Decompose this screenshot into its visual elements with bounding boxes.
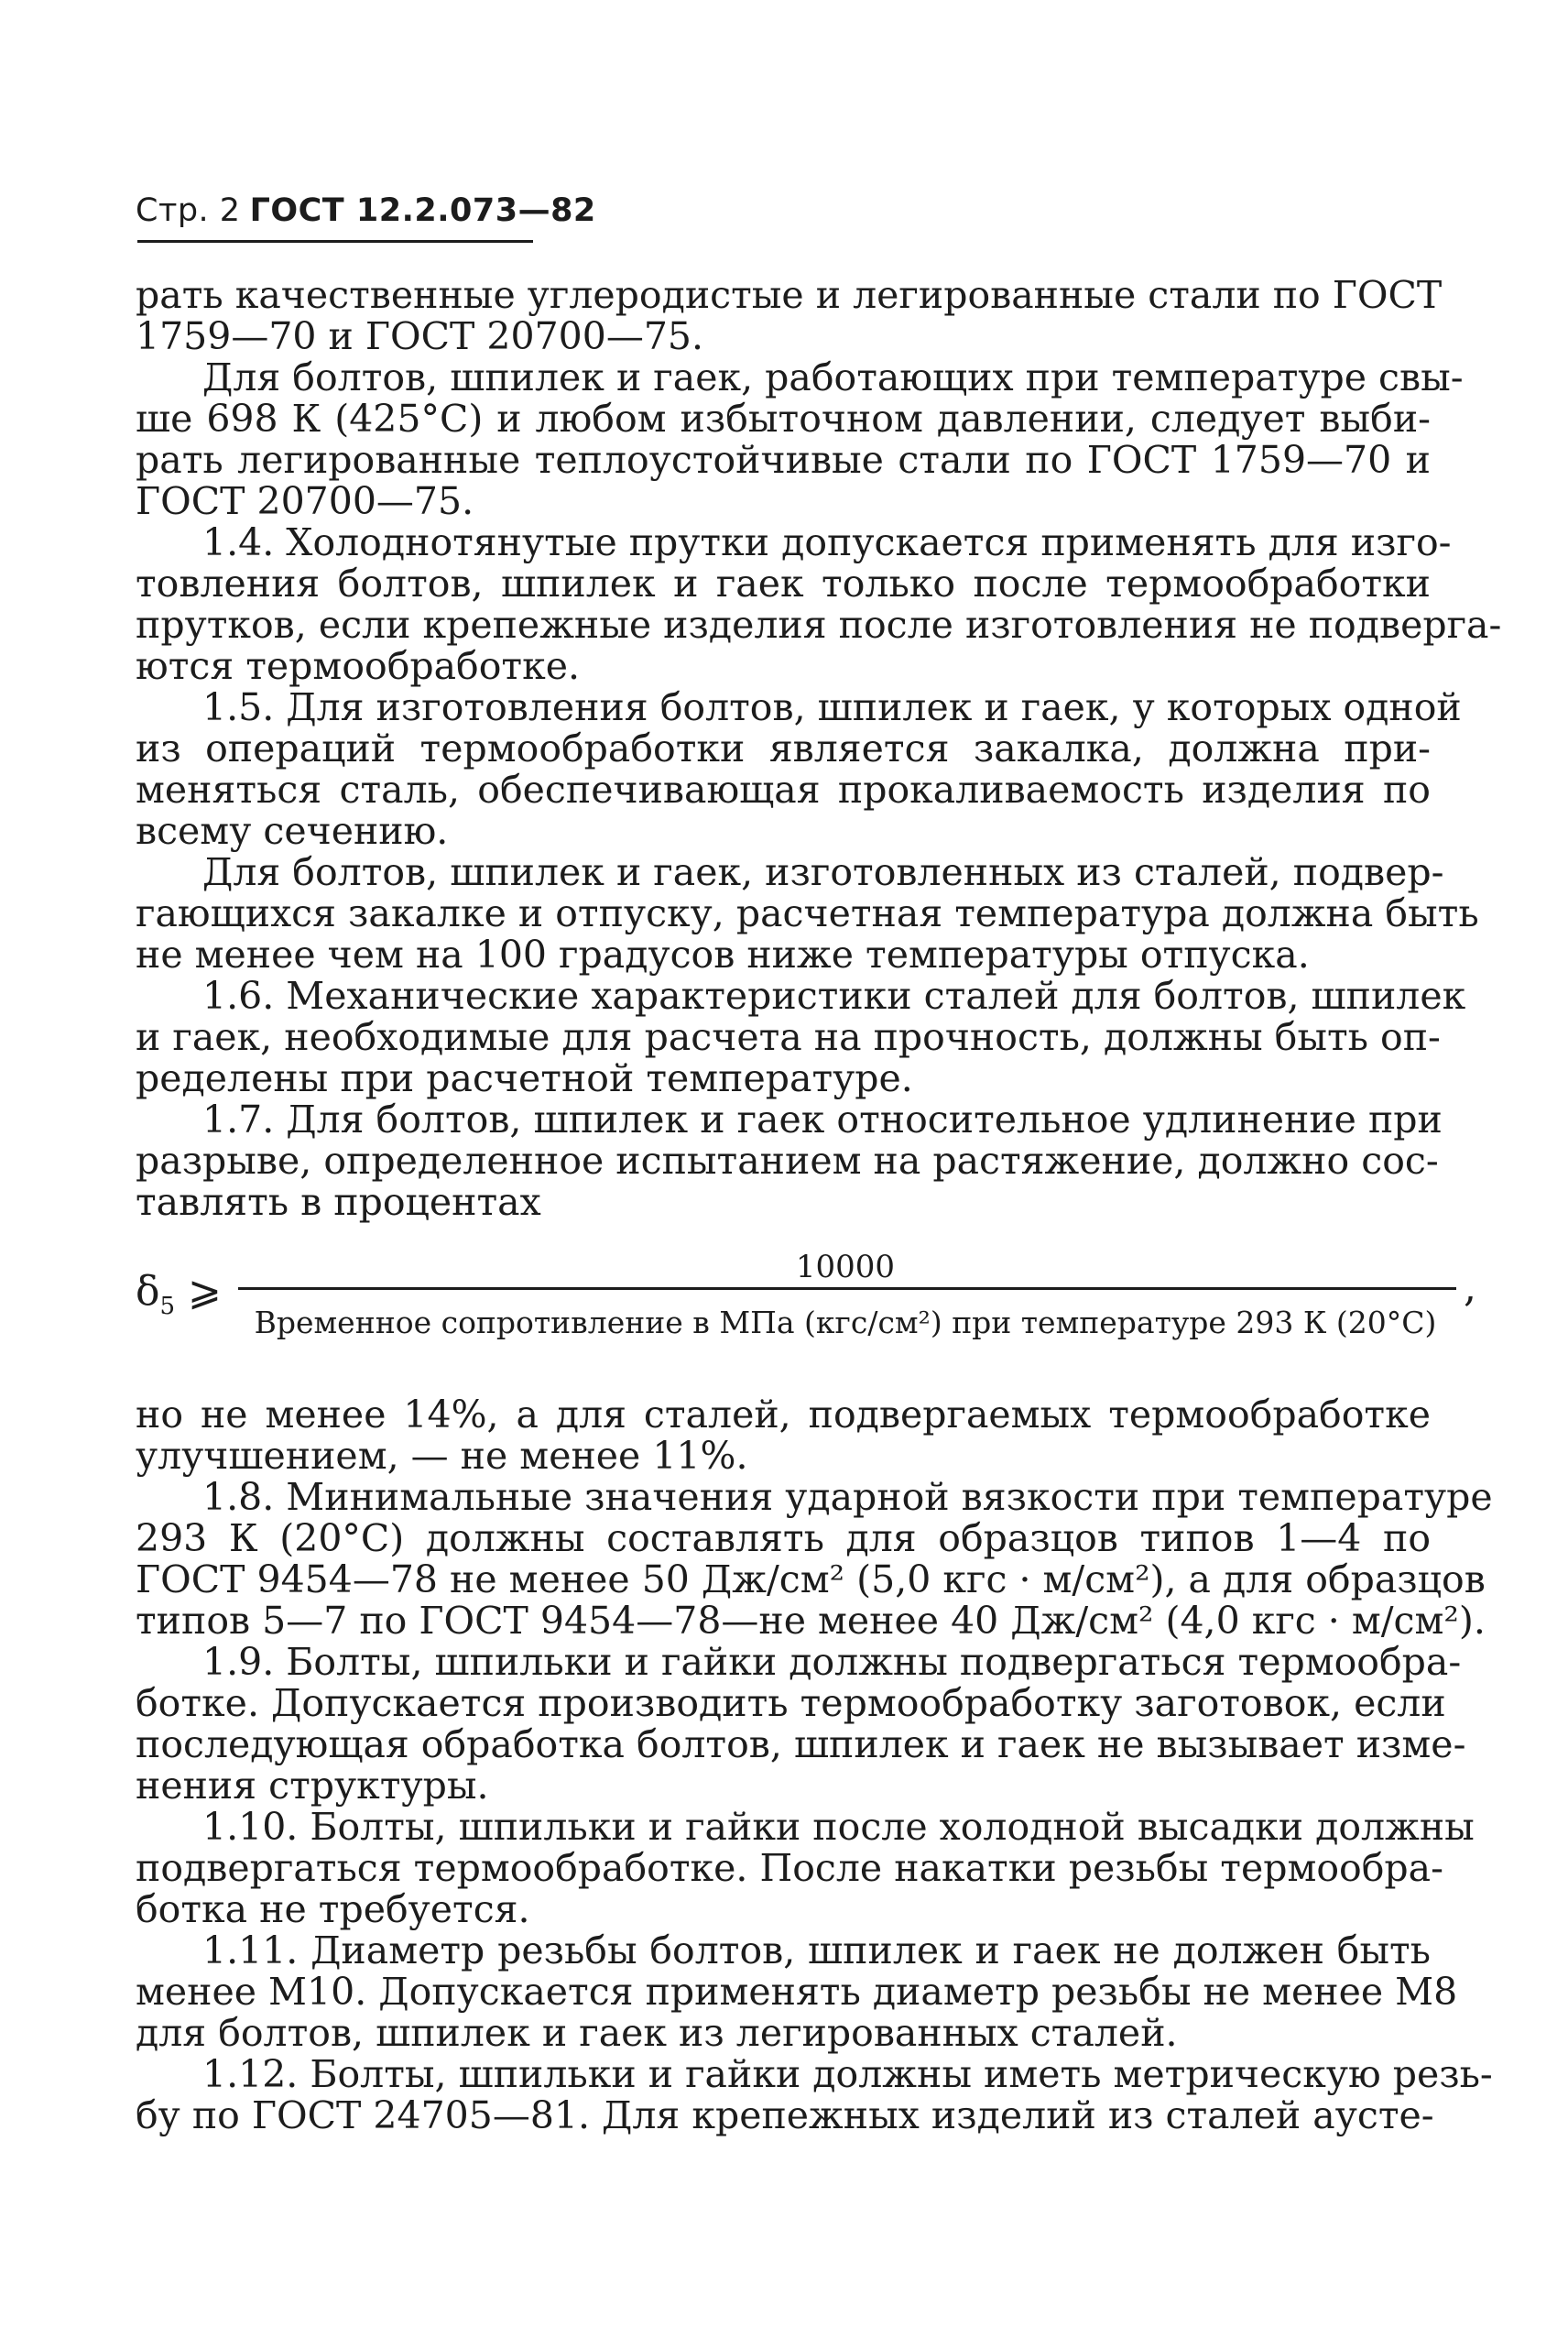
text-line: из операций термообработки является закалка, должна при-	[136, 727, 1431, 770]
text-line: 1.7. Для болтов, шпилек и гаек относительное удлинение при	[202, 1098, 1443, 1142]
paragraph	[136, 1805, 1475, 1931]
text-line: 1.4. Холоднотянутые прутки допускается применять для изго-	[202, 520, 1452, 564]
text-line: разрыве, определенное испытанием на растяжение, должно сос-	[136, 1139, 1439, 1183]
text-line: меняться сталь, обеспечивающая прокаливаемость изделия по	[136, 768, 1431, 812]
text-line: 1.8. Минимальные значения ударной вязкости при температуре	[202, 1475, 1493, 1519]
paragraph	[136, 1475, 1493, 1643]
paragraph	[136, 1098, 1443, 1224]
text-line: тавлять в процентах	[136, 1180, 541, 1224]
text-line: менее М10. Допускается применять диаметр резьбы не менее М8	[136, 1970, 1458, 2014]
text-line: Для болтов, шпилек и гаек, работающих при температуре свы-	[202, 355, 1464, 399]
paragraph	[136, 1394, 1431, 1477]
text-line: 1.10. Болты, шпильки и гайки после холодной высадки должны	[202, 1805, 1475, 1849]
text-line: 1.5. Для изготовления болтов, шпилек и гаек, у которых одной	[202, 685, 1462, 729]
header-rule	[137, 240, 533, 243]
paragraph	[136, 974, 1466, 1100]
text-line: ботке. Допускается производить термообработку заготовок, если	[136, 1681, 1446, 1725]
paragraph	[136, 2052, 1493, 2137]
formula-numerator: 10000	[795, 1249, 896, 1285]
text-line: 1.11. Диаметр резьбы болтов, шпилек и гаек не должен быть	[202, 1928, 1431, 1972]
text-line: 293 К (20°С) должны составлять для образцов типов 1—4 по	[136, 1516, 1431, 1560]
text-line: ше 698 К (425°С) и любом избыточном давлении, следует выби-	[136, 397, 1431, 441]
text-line: всему сечению.	[136, 809, 449, 853]
body-text	[136, 273, 1502, 2137]
formula-lhs: $\delta_5$ ⩾	[136, 1268, 222, 1320]
text-line: Для болтов, шпилек и гаек, изготовленных из сталей, подвер-	[202, 850, 1444, 894]
text-line: 1.12. Болты, шпильки и гайки должны иметь метрическую резь-	[202, 2052, 1493, 2096]
text-line: ГОСТ 20700—75.	[136, 479, 474, 523]
text-line: ботка не требуется.	[136, 1887, 530, 1931]
text-line: бу по ГОСТ 24705—81. Для крепежных изделий из сталей аусте-	[136, 2093, 1434, 2137]
text-line: ГОСТ 9454—78 не менее 50 Дж/см² (5,0 кгс · м/см²), а для образцов	[136, 1557, 1486, 1601]
text-line: ределены при расчетной температуре.	[136, 1056, 913, 1100]
paragraphs-after-formula	[136, 1393, 1493, 2137]
gost-code: ГОСТ 12.2.073—82	[249, 192, 596, 229]
text-line: подвергаться термообработке. После накатки резьбы термообра-	[136, 1846, 1443, 1890]
text-line: товления болтов, шпилек и гаек только после термообработки	[136, 562, 1431, 606]
text-line: не менее чем на 100 градусов ниже температуры отпуска.	[136, 933, 1310, 977]
text-line: последующая обработка болтов, шпилек и гаек не вызывает изме-	[136, 1722, 1466, 1766]
text-line: рать качественные углеродистые и легированные стали по ГОСТ	[136, 273, 1443, 317]
elongation-formula	[136, 1234, 1476, 1385]
text-line: но не менее 14%, а для сталей, подвергаемых термообработке	[136, 1393, 1431, 1437]
text-line: 1.9. Болты, шпильки и гайки должны подвергаться термообра-	[202, 1640, 1462, 1684]
text-line: улучшением, — не менее 11%.	[136, 1434, 748, 1478]
paragraph	[136, 273, 1443, 358]
text-line: 1.6. Механические характеристики сталей для болтов, шпилек	[202, 974, 1466, 1018]
text-line: для болтов, шпилек и гаек из легированных сталей.	[136, 2011, 1178, 2055]
paragraphs-before-formula	[136, 273, 1502, 1224]
text-line: прутков, если крепежные изделия после изготовления не подверга-	[136, 603, 1502, 647]
text-line: типов 5—7 по ГОСТ 9454—78—не менее 40 Дж/см² (4,0 кгс · м/см²).	[136, 1599, 1486, 1643]
text-line: ются термообработке.	[136, 644, 581, 688]
fraction-bar	[238, 1287, 1456, 1290]
text-line: 1759—70 и ГОСТ 20700—75.	[136, 314, 704, 358]
text-line: гающихся закалке и отпуску, расчетная температура должна быть	[136, 891, 1479, 935]
paragraph	[136, 355, 1464, 523]
text-line: рать легированные теплоустойчивые стали по ГОСТ 1759—70 и	[136, 438, 1431, 482]
page-header	[136, 192, 596, 229]
page-label: Стр. 2	[136, 192, 241, 229]
paragraph	[136, 520, 1502, 688]
paragraph	[136, 685, 1462, 853]
paragraph	[136, 1928, 1458, 2055]
paragraph	[136, 1640, 1466, 1808]
text-line: нения структуры.	[136, 1764, 489, 1808]
formula-denominator: Временное сопротивление в МПа (кгс/см²) при температуре 293 К (20°С)	[254, 1305, 1437, 1340]
formula-trailing-comma: ,	[1464, 1264, 1476, 1311]
paragraph	[136, 850, 1479, 977]
text-line: и гаек, необходимые для расчета на прочность, должны быть оп-	[136, 1015, 1441, 1059]
